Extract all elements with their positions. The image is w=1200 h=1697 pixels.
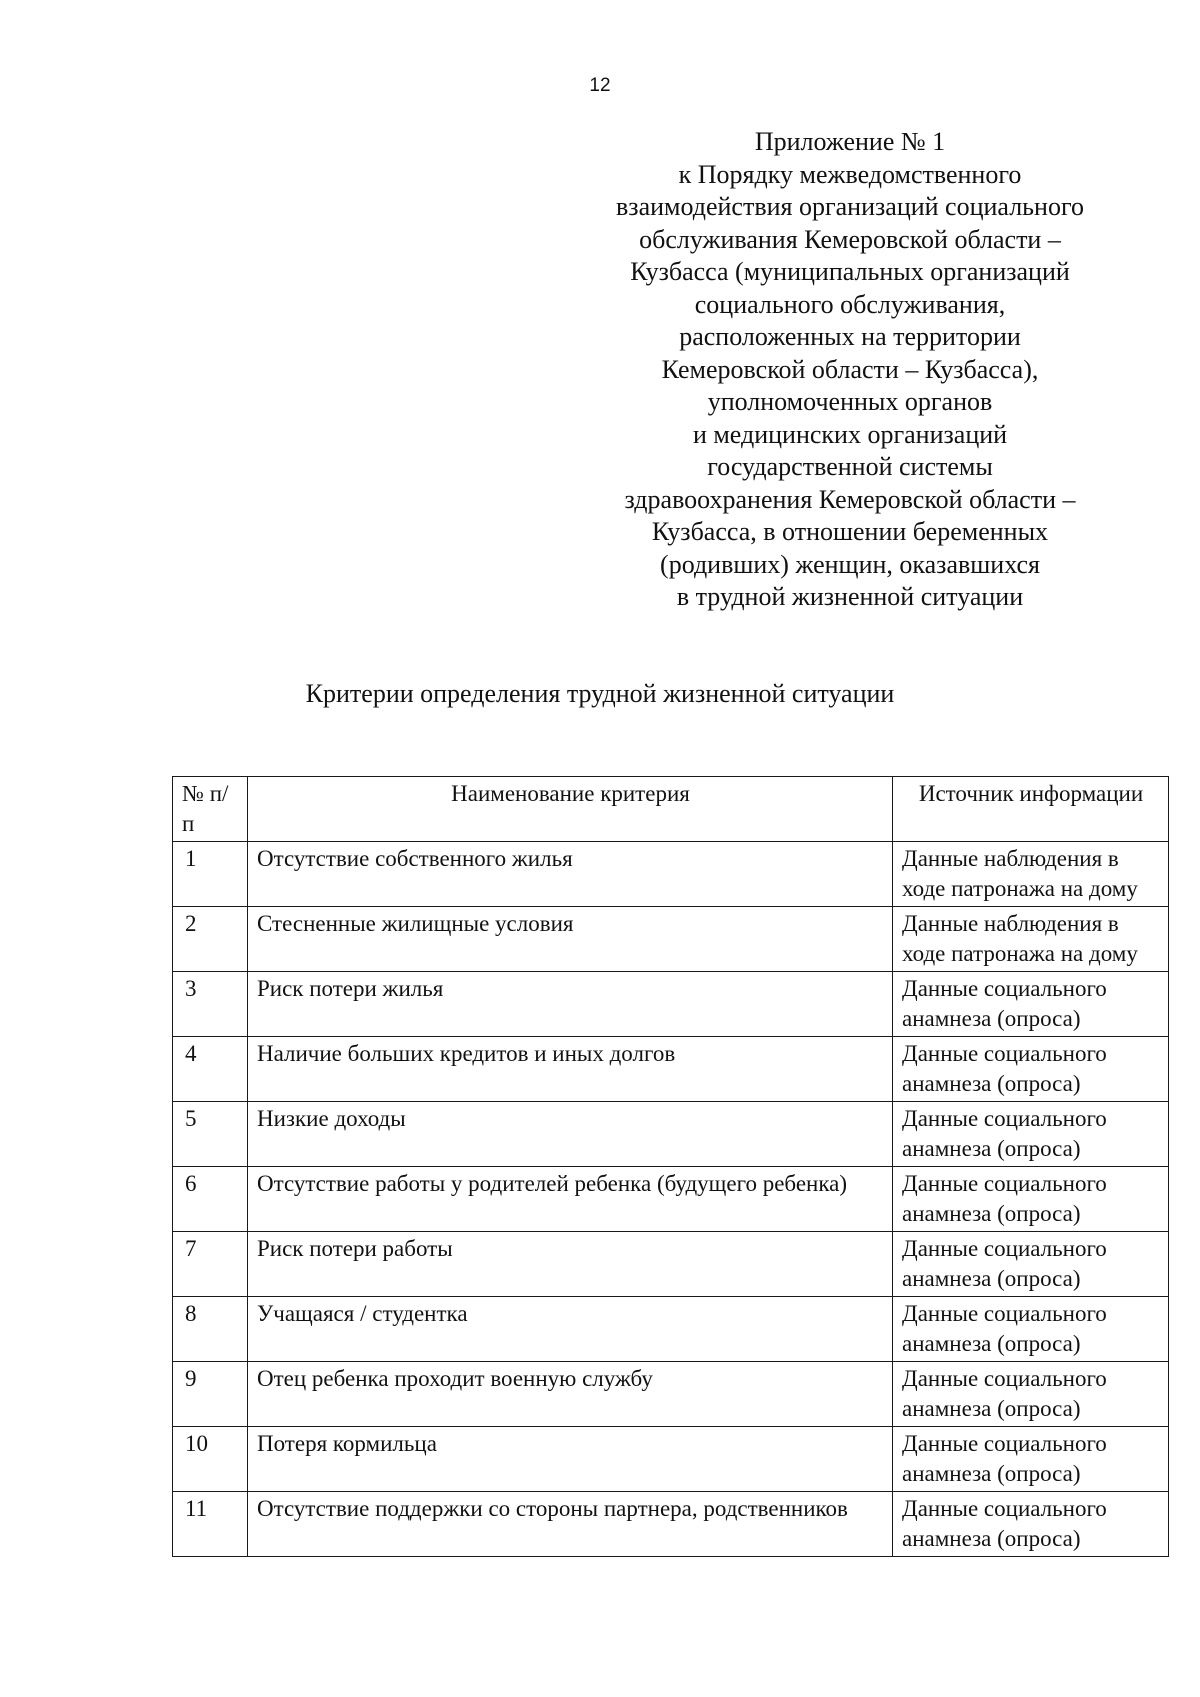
header-num: № п/п	[173, 777, 248, 842]
table-row	[173, 1232, 1169, 1297]
row-num: 6	[173, 1167, 248, 1232]
row-num: 8	[173, 1297, 248, 1362]
appendix-line: здравоохранения Кемеровской области –	[624, 484, 1076, 514]
row-criterion: Потеря кормильца	[248, 1427, 893, 1492]
row-source: Данные социального анамнеза (опроса)	[893, 1297, 1169, 1362]
row-num: 2	[173, 907, 248, 972]
row-num: 11	[173, 1492, 248, 1557]
table-header-row	[173, 777, 1169, 842]
page-number: 12	[589, 75, 611, 96]
row-num: 5	[173, 1102, 248, 1167]
appendix-line: взаимодействия организаций социального	[616, 192, 1084, 221]
row-criterion: Наличие больших кредитов и иных долгов	[248, 1037, 893, 1102]
row-criterion: Отсутствие поддержки со стороны партнера, родственников	[248, 1492, 893, 1557]
row-source: Данные социального анамнеза (опроса)	[893, 1037, 1169, 1102]
header-name: Наименование критерия	[248, 777, 893, 842]
row-num: 10	[173, 1427, 248, 1492]
appendix-line: Кемеровской области – Кузбасса),	[661, 354, 1039, 384]
appendix-line: Кузбасса, в отношении беременных	[651, 517, 1049, 546]
row-num: 3	[173, 972, 248, 1037]
table-row	[173, 972, 1169, 1037]
table-row	[173, 1037, 1169, 1102]
row-criterion: Риск потери работы	[248, 1232, 893, 1297]
row-num: 7	[173, 1232, 248, 1297]
table-row	[173, 1297, 1169, 1362]
appendix-header	[590, 126, 1110, 614]
appendix-line: обслуживания Кемеровской области –	[639, 224, 1061, 254]
table-row	[173, 1492, 1169, 1557]
table-row	[173, 1167, 1169, 1232]
row-criterion: Отец ребенка проходит военную службу	[248, 1362, 893, 1427]
row-criterion: Учащаяся / студентка	[248, 1297, 893, 1362]
header-source: Источник информации	[893, 777, 1169, 842]
appendix-line: расположенных на территории	[679, 322, 1021, 351]
row-criterion: Низкие доходы	[248, 1102, 893, 1167]
appendix-line: Приложение № 1	[754, 127, 946, 156]
row-source: Данные наблюдения в ходе патронажа на дому	[893, 907, 1169, 972]
row-source: Данные социального анамнеза (опроса)	[893, 972, 1169, 1037]
table-row	[173, 1362, 1169, 1427]
criteria-table	[172, 776, 1169, 1557]
row-num: 4	[173, 1037, 248, 1102]
row-source: Данные социального анамнеза (опроса)	[893, 1362, 1169, 1427]
appendix-line: и медицинских организаций	[692, 419, 1008, 449]
table-row	[173, 1427, 1169, 1492]
appendix-line: в трудной жизненной ситуации	[676, 582, 1024, 611]
row-criterion: Отсутствие работы у родителей ребенка (будущего ребенка)	[248, 1167, 893, 1232]
row-source: Данные социального анамнеза (опроса)	[893, 1427, 1169, 1492]
row-num: 1	[173, 842, 248, 907]
table-row	[173, 842, 1169, 907]
row-source: Данные социального анамнеза (опроса)	[893, 1492, 1169, 1557]
row-source: Данные социального анамнеза (опроса)	[893, 1102, 1169, 1167]
appendix-line: уполномоченных органов	[707, 387, 993, 416]
table-row	[173, 1102, 1169, 1167]
row-criterion: Риск потери жилья	[248, 972, 893, 1037]
appendix-line: Кузбасса (муниципальных организаций	[630, 257, 1070, 286]
row-criterion: Отсутствие собственного жилья	[248, 842, 893, 907]
appendix-line: к Порядку межведомственного	[678, 159, 1022, 189]
appendix-line: социального обслуживания,	[694, 289, 1006, 319]
row-num: 9	[173, 1362, 248, 1427]
table-row	[173, 907, 1169, 972]
document-title: Критерии определения трудной жизненной ситуации	[305, 679, 895, 708]
appendix-line: государственной системы	[707, 452, 993, 481]
row-source: Данные социального анамнеза (опроса)	[893, 1232, 1169, 1297]
row-source: Данные наблюдения в ходе патронажа на дому	[893, 842, 1169, 907]
row-criterion: Стесненные жилищные условия	[248, 907, 893, 972]
row-source: Данные социального анамнеза (опроса)	[893, 1167, 1169, 1232]
appendix-line: (родивших) женщин, оказавшихся	[660, 549, 1040, 579]
